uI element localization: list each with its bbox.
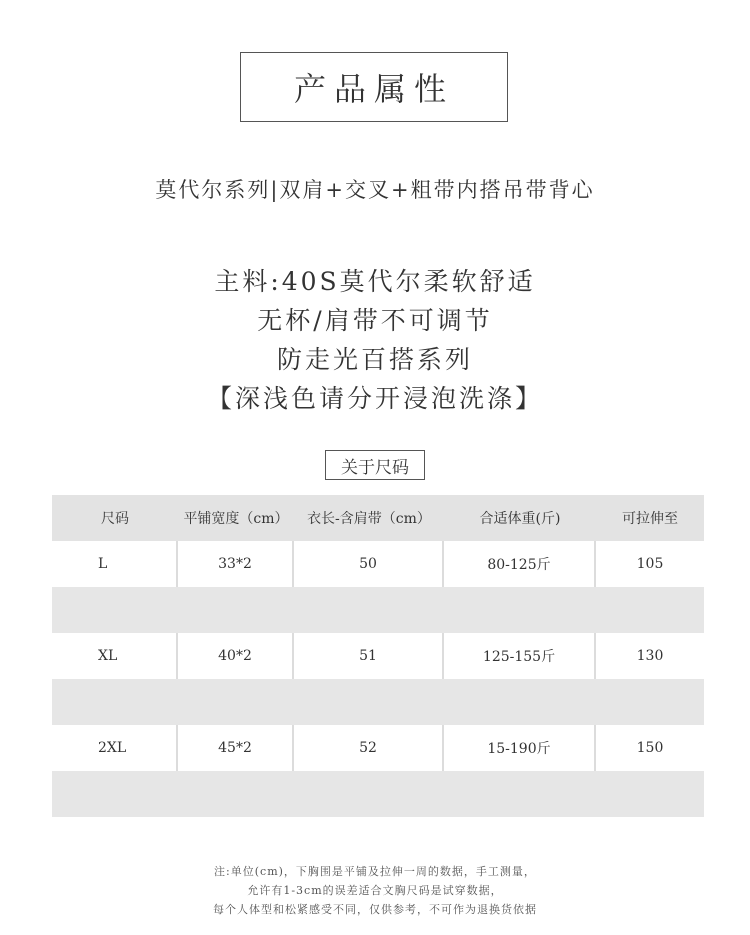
feature-item: 防走光百搭系列 bbox=[276, 345, 473, 374]
header-cell: 可拉伸至 bbox=[622, 511, 678, 527]
feature-item: 无杯/肩带不可调节 bbox=[257, 306, 493, 335]
size-table bbox=[52, 495, 704, 817]
note-line: 每个人体型和松紧感受不同，仅供参考，不可作为退换货依据 bbox=[213, 903, 537, 916]
size-notes bbox=[0, 862, 750, 919]
header-cell: 尺码 bbox=[101, 511, 129, 527]
table-row bbox=[52, 633, 704, 679]
header-cell: 衣长-含肩带（cm） bbox=[307, 511, 431, 527]
size-section-label: 关于尺码 bbox=[325, 450, 425, 480]
header-cell: 平铺宽度（cm） bbox=[183, 511, 289, 527]
note-line: 允许有1-3cm的误差适合文胸尺码是试穿数据， bbox=[247, 884, 503, 897]
table-cell: 40*2 bbox=[178, 633, 294, 679]
table-spacer-row bbox=[52, 771, 704, 817]
header-cell: 合适体重(斤) bbox=[479, 511, 561, 527]
table-header-row bbox=[52, 495, 704, 541]
table-spacer-row bbox=[52, 587, 704, 633]
table-cell: 50 bbox=[294, 541, 444, 587]
feature-list bbox=[0, 262, 750, 418]
table-cell: XL bbox=[52, 633, 178, 679]
feature-item: 主料:40S莫代尔柔软舒适 bbox=[214, 267, 536, 296]
table-cell: 15-190斤 bbox=[444, 725, 596, 771]
table-cell: 125-155斤 bbox=[444, 633, 596, 679]
table-cell: 130 bbox=[596, 633, 704, 679]
table-cell: 33*2 bbox=[178, 541, 294, 587]
table-cell: L bbox=[52, 541, 178, 587]
product-subtitle: 莫代尔系列|双肩+交叉+粗带内搭吊带背心 bbox=[155, 178, 595, 202]
table-spacer-row bbox=[52, 679, 704, 725]
table-cell: 2XL bbox=[52, 725, 178, 771]
table-cell: 105 bbox=[596, 541, 704, 587]
table-cell: 52 bbox=[294, 725, 444, 771]
table-cell: 51 bbox=[294, 633, 444, 679]
table-cell: 45*2 bbox=[178, 725, 294, 771]
note-line: 注:单位(cm)，下胸围是平铺及拉伸一周的数据，手工测量， bbox=[214, 865, 536, 878]
page-title: 产品属性 bbox=[240, 52, 508, 122]
table-row bbox=[52, 541, 704, 587]
table-row bbox=[52, 725, 704, 771]
table-cell: 150 bbox=[596, 725, 704, 771]
table-cell: 80-125斤 bbox=[444, 541, 596, 587]
feature-item: 【深浅色请分开浸泡洗涤】 bbox=[206, 384, 543, 413]
